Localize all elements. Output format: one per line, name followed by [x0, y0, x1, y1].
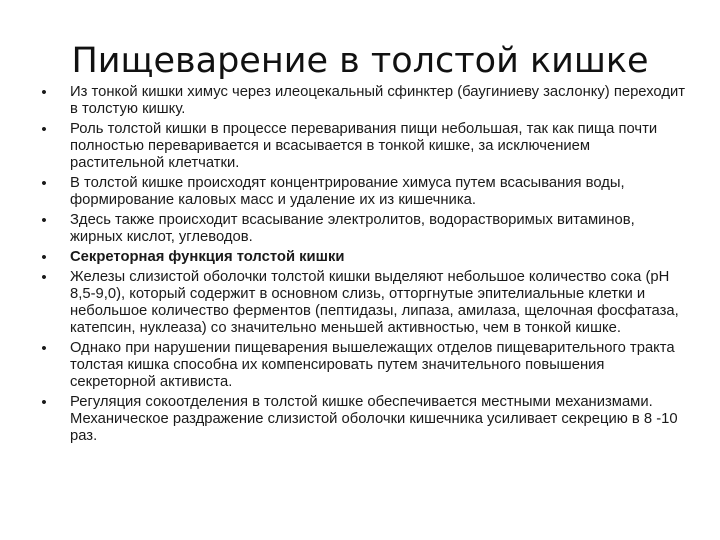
section-heading: Секреторная функция толстой кишки	[70, 249, 345, 265]
bullet-text: Железы слизистой оболочки толстой кишки выделяют небольшое количество сока (рН 8,5-9,0), который содержит в основном слизь, отторгнутые эпителиальные клетки и небольшое количество ферментов (пептидазы, липаза, амилаза, щелочная фосфатаза, катепсин, нуклеаза) со значительно меньшей активностью, чем в тонкой кишке.	[70, 269, 679, 336]
list-item	[38, 269, 688, 337]
bullet-text: Роль толстой кишки в процессе переваривания пищи небольшая, так как пища почти полностью переваривается и всасывается в тонкой кишке, за исключением растительной клетчатки.	[70, 121, 658, 171]
list-item	[38, 212, 688, 246]
bullet-icon: •	[41, 249, 47, 266]
bullet-icon: •	[41, 212, 47, 229]
bullet-text: В толстой кишке происходят концентрирование химуса путем всасывания воды, формирование каловых масс и удаление их из кишечника.	[70, 175, 625, 208]
list-item	[38, 394, 688, 445]
bullet-icon: •	[41, 269, 47, 286]
list-item	[38, 249, 688, 266]
bullet-list	[38, 84, 688, 448]
bullet-text: Однако при нарушении пищеварения вышележащих отделов пищеварительного тракта толстая кишка способна их компенсировать путем значительного повышения секреторной активиста.	[70, 340, 675, 390]
slide-title: Пищеварение в толстой кишке	[71, 41, 649, 82]
list-item	[38, 121, 688, 172]
bullet-icon: •	[41, 394, 47, 411]
bullet-icon: •	[41, 84, 47, 101]
bullet-text: Из тонкой кишки химус через илеоцекальный сфинктер (баугиниеву заслонку) переходит в толстую кишку.	[70, 84, 686, 117]
bullet-icon: •	[41, 340, 47, 357]
list-item	[38, 84, 688, 118]
bullet-text: Здесь также происходит всасывание электролитов, водорастворимых витаминов, жирных кислот, углеводов.	[70, 212, 635, 245]
list-item	[38, 340, 688, 391]
bullet-text: Регуляция сокоотделения в толстой кишке обеспечивается местными механизмами. Механическое раздражение слизистой оболочки кишечника усиливает секрецию в 8 -10 раз.	[70, 394, 678, 444]
bullet-icon: •	[41, 175, 47, 192]
list-item	[38, 175, 688, 209]
bullet-icon: •	[41, 121, 47, 138]
